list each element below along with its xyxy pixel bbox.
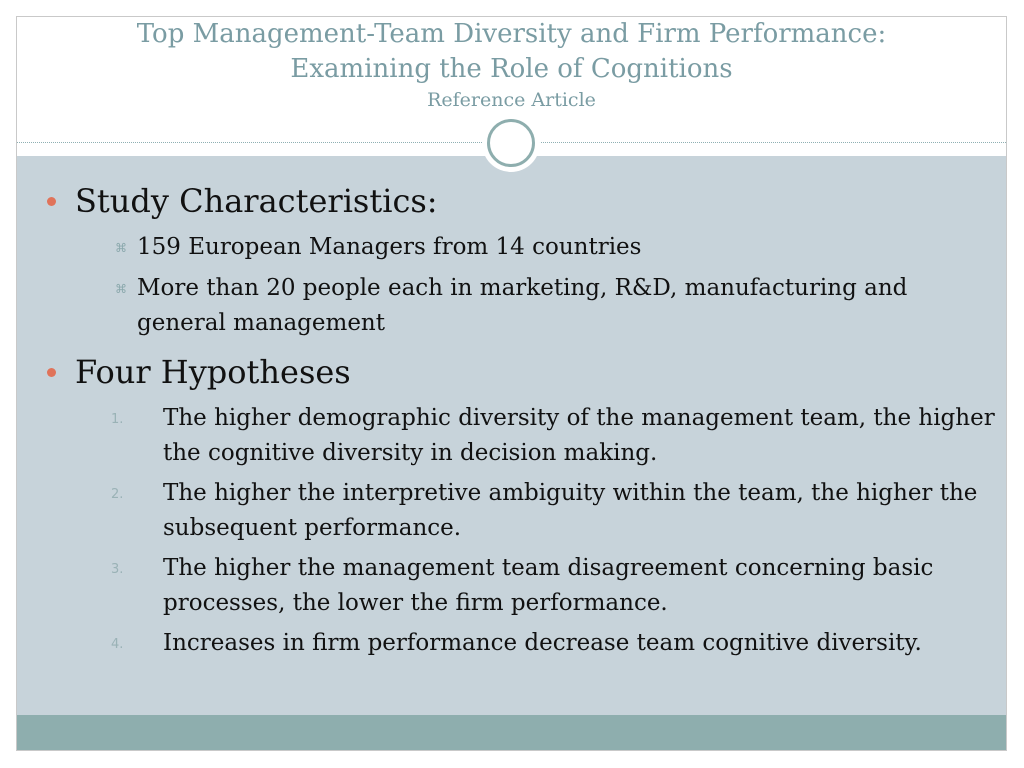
hypothesis-number-1: 1. xyxy=(111,412,124,427)
slide-title-line-2: Examining the Role of Cognitions xyxy=(290,54,733,84)
hypothesis-number-2: 2. xyxy=(111,487,124,502)
x-mark-bullet-icon: ⌘ xyxy=(115,282,127,296)
footer-bar xyxy=(17,715,1006,751)
section-heading-study: Study Characteristics: xyxy=(75,182,438,220)
x-mark-bullet-icon: ⌘ xyxy=(115,241,127,255)
hypothesis-number-4: 4. xyxy=(111,637,124,652)
slide xyxy=(16,16,1007,751)
hypothesis-number-3: 3. xyxy=(111,562,124,577)
orange-dot-bullet-icon xyxy=(47,368,56,377)
hypothesis-1: The higher demographic diversity of the management team, the higher the cognitive diversity in decision making. xyxy=(163,405,995,466)
section-heading-hypotheses: Four Hypotheses xyxy=(75,353,351,391)
slide-title-line-1: Top Management-Team Diversity and Firm Performance: xyxy=(136,19,887,49)
orange-dot-bullet-icon xyxy=(47,197,56,206)
ring-divider-inner xyxy=(487,119,535,167)
hypothesis-2: The higher the interpretive ambiguity within the team, the higher the subsequent performance. xyxy=(163,480,978,541)
study-item-1: 159 European Managers from 14 countries xyxy=(137,234,642,260)
hypothesis-3: The higher the management team disagreement concerning basic processes, the lower the firm performance. xyxy=(163,555,934,616)
study-item-2: More than 20 people each in marketing, R&D, manufacturing and general management xyxy=(137,275,908,336)
slide-subtitle: Reference Article xyxy=(427,89,596,111)
hypothesis-4: Increases in firm performance decrease team cognitive diversity. xyxy=(163,630,922,656)
